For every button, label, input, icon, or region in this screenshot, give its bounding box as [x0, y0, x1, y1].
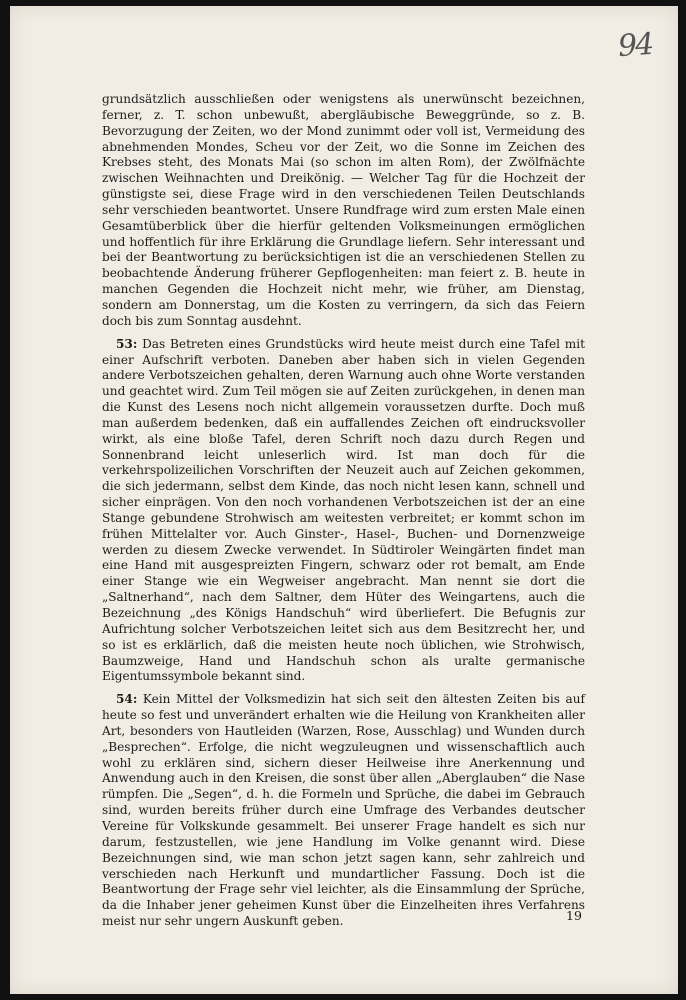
- paragraph-number: 53:: [116, 336, 138, 351]
- handwritten-folio-number: 94: [616, 26, 654, 65]
- page-number: 19: [566, 908, 582, 923]
- paragraph-text: Das Betreten eines Grundstücks wird heute meist durch eine Tafel mit einer Aufschrift verboten. Daneben aber haben sich in vielen Gegenden andere Verbotszeichen gehalten, deren Warnung auch ohne Worte verstanden und geachtet wird. Zum Teil mögen sie auf Zeiten zurückgehen, in denen man die Kunst des Lesens noch nicht allgemein voraussetzen durfte. Doch muß man außerdem bedenken, daß ein auffallendes Zeichen oft eindrucksvoller wirkt, als eine bloße Tafel, deren Schrift noch dazu durch Regen und Sonnenbrand leicht unleserlich wird. Ist man doch für die verkehrspolizeilichen Vorschriften der Neuzeit auch auf Zeichen gekommen, die sich jedermann, selbst dem Kinde, das noch nicht lesen kann, schnell und sicher einprägen. Von den noch vorhandenen Verbotszeichen ist der an eine Stange gebundene Strohwisch am weitesten verbreitet; er kommt schon im frühen Mittelalter vor. Auch Ginster-, Hasel-, Buchen- und Dornenzweige werden zu diesem Zwecke verwendet. In Südtiroler Weingärten findet man eine Hand mit ausgespreizten Fingern, schwarz oder rot bemalt, am Ende einer Stange wie ein Wegweiser angebracht. Man nennt sie dort die „Saltnerhand“, nach dem Saltner, dem Hüter des Weingartens, auch die Bezeichnung „des Königs Handschuh“ wird überliefert. Die Befugnis zur Aufrichtung solcher Verbotszeichen leitet sich aus dem Besitzrecht her, und so ist es erklärlich, daß die meisten heute noch üblichen, wie Strohwisch, Baumzweige, Hand und Handschuh schon als uralte germanische Eigentumssymbole bekannt sind.: [102, 336, 585, 684]
- paragraph-number: 54:: [116, 692, 138, 707]
- paragraph-53: [102, 337, 585, 686]
- body-text: [102, 92, 585, 930]
- paragraph-continuation: [102, 92, 585, 330]
- paragraph-text: Kein Mittel der Volksmedizin hat sich seit den ältesten Zeiten bis auf heute so fest und unverändert erhalten wie die Heilung von Krankheiten aller Art, besonders von Hautleiden (Warzen, Rose, Ausschlag) und Wunden durch „Besprechen“. Erfolge, die nicht wegzuleugnen und wissenschaftlich auch wohl zu erklären sind, sichern dieser Heilweise ihre Anerkennung und Anwendung auch in den Kreisen, die sonst über allen „Aberglauben“ die Nase rümpfen. Die „Segen“, d. h. die Formeln und Sprüche, die dabei im Gebrauch sind, wurden bereits früher durch eine Umfrage des Verbandes deutscher Vereine für Volkskunde gesammelt. Bei unserer Frage handelt es sich nur darum, festzustellen, wie jene Handlung im Volke genannt wird. Diese Bezeichnungen sind, wie man schon jetzt sagen kann, sehr zahlreich und verschieden nach Herkunft und mundartlicher Fassung. Doch ist die Beantwortung der Frage sehr viel leichter, als die Einsammlung der Sprüche, da die Inhaber jener geheimen Kunst über die Einzelheiten ihres Verfahrens meist nur sehr ungern Auskunft geben.: [102, 692, 585, 929]
- document-page: [10, 6, 678, 994]
- paragraph-54: [102, 692, 585, 930]
- paragraph-text: grundsätzlich ausschließen oder wenigstens als unerwünscht bezeichnen, ferner, z. T. schon unbewußt, abergläubische Beweggründe, so z. B. Bevorzugung der Zeiten, wo der Mond zunimmt oder voll ist, Vermeidung des abnehmenden Mondes, Scheu vor der Zeit, wo die Sonne im Zeichen des Krebses steht, des Monats Mai (so schon im alten Rom), der Zwölfnächte zwischen Weihnachten und Dreikönig. — Welcher Tag für die Hochzeit der günstigste sei, diese Frage wird in den verschiedenen Teilen Deutschlands sehr verschieden beantwortet. Unsere Rundfrage wird zum ersten Male einen Gesamtüberblick über die hierfür geltenden Volksmeinungen ermöglichen und hoffentlich für ihre Erklärung die Grundlage liefern. Sehr interessant und bei der Beantwortung zu berücksichtigen ist die an verschiedenen Stellen zu beobachtende Änderung früherer Gepflogenheiten: man feiert z. B. heute in manchen Gegenden die Hochzeit nicht mehr, wie früher, am Dienstag, sondern am Donnerstag, um die Kosten zu verringern, da sich das Feiern doch bis zum Sonntag ausdehnt.: [102, 92, 585, 328]
